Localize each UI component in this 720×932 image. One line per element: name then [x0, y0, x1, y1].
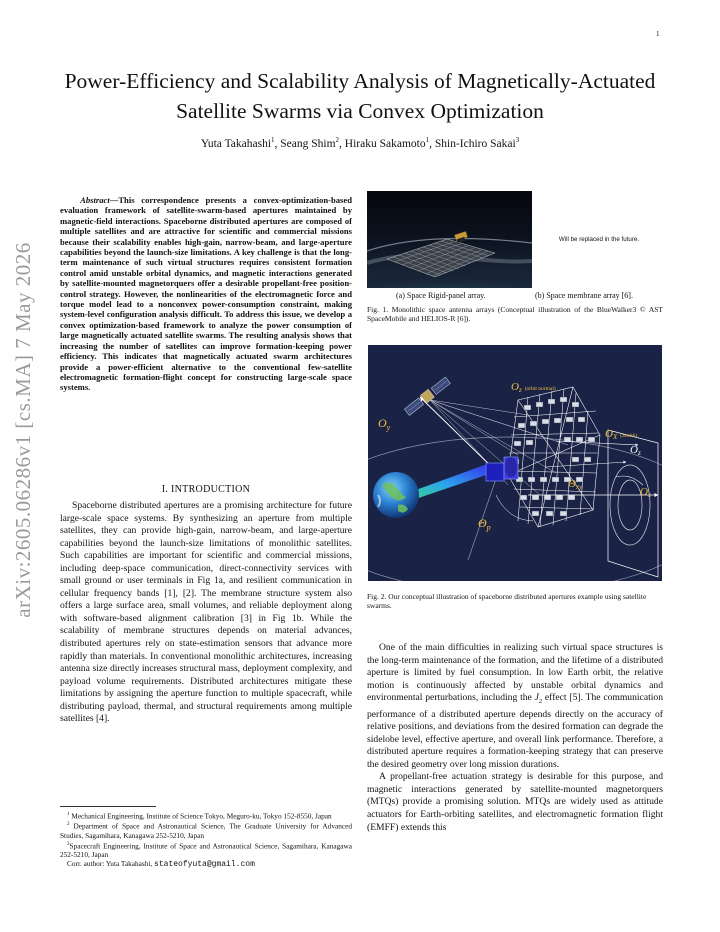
fig2-caption: Fig. 2. Our conceptual illustration of spaceborne distributed apertures example using satellite swarms.: [367, 592, 647, 611]
fig1b-subcaption: (b) Space membrane array [6].: [535, 291, 633, 300]
footnote-2: $^2$ Department of Space and Astronautical Science, The Graduate University for Advanced Studies, Sagamihara, Kanagawa 252-5210, Japan: [60, 821, 352, 840]
author-affiliation: 2: [335, 136, 340, 144]
title-line-1: Power-Efficiency and Scalability Analysis of Magnetically-Actuated: [64, 69, 656, 93]
author-name: Hiraku Sakamoto: [344, 137, 426, 150]
corresponding-author: Corr. author: Yuta Takahashi, stateofyuta@gmail.com: [67, 858, 255, 869]
satellite-swarm-diagram: [368, 345, 662, 581]
abstract: [60, 195, 352, 393]
abstract-text: —This correspondence presents a convex-optimization-based evaluation framework of satellite-swarm-based apertures maintained by magnetic-field interactions. Spaceborne distributed apertures are composed of multiple satellites and are attractive for scientific and commercial missions because their scalability enables high-gain, narrow-beam, and large-aperture capabilities beyond the launch-size limitations. A key challenge is that the long-term maintenance of such virtual structures requires consistent formation control amid unstable orbital dynamics, and magnetic interactions generated by satellite-mounted magnetorquers offer a desirable propellant-free position-control strategy. However, the nonlinearities of the electromagnetic force and torque model lead to a nonconvex power-consumption constraint, making system-level configuration analysis difficult. To address this issue, we develop a convex optimization-based framework to analyze the power consumption of large magnetically actuated satellite swarms. The resulting analysis shows that increasing the number of satellites can improve formation-keeping power efficiency. This indicates that magnetically actuated swarm architectures provide a power-efficient alternative to the conventional few-satellite electromagnetic formation-flight concept for constructing large-scale space systems.: [60, 195, 352, 393]
label-theta-xy: Θxy: [568, 478, 583, 491]
author-affiliation: 1: [271, 136, 275, 144]
intro-left-column: [60, 500, 352, 726]
earth-icon: [373, 472, 419, 518]
rigid-panel-array-illustration: [367, 191, 532, 288]
author-list: Yuta Takahashi$^1$, Seang Shim$^2$, Hiraku Sakamoto$^1$, Shin-Ichiro Sakai$^3$: [200, 136, 520, 150]
footnote-3: $^3$Spacecraft Engineering, Institute of Space and Astronautical Science, Sagamihara, Kanagawa 252-5210, Japan: [60, 840, 352, 859]
footnote-1: $^1$ Mechanical Engineering, Institute of Science Tokyo, Meguro-ku, Tokyo 152-8550, Japan: [67, 811, 332, 821]
abstract-label: Abstract: [80, 195, 110, 205]
title-line-2: Satellite Swarms via Convex Optimization: [176, 99, 544, 123]
author-name: Yuta Takahashi: [200, 137, 272, 150]
footnotes: [60, 806, 352, 870]
label-oz-right: Oz: [630, 444, 641, 457]
author-affiliation: 3: [515, 136, 520, 144]
footnote-rule: [60, 806, 156, 807]
label-theta-p: $\Theta_p$: [478, 516, 491, 532]
label-ox-zenith: OX (zenith): [605, 428, 638, 441]
label-ox-right: Ox: [640, 486, 652, 499]
arxiv-stamp: arXiv:2605.06286v1 [cs.MA] 7 May 2026: [11, 242, 35, 618]
author-name: Shin-Ichiro Sakai: [434, 137, 516, 150]
fig1-caption: Fig. 1. Monolithic space antenna arrays (Conceptual illustration of the BlueWalker3 © AST SpaceMobile and HELIOS-R [6]).: [367, 305, 663, 324]
page-number: 1: [656, 30, 660, 38]
author-affiliation: 1: [425, 136, 430, 144]
email-link[interactable]: stateofyuta@gmail.com: [154, 859, 255, 869]
right-paragraph-1: One of the main difficulties in realizing such virtual space structures is the long-term maintenance of the formation, and the lifetime of a distributed aperture is limited by fuel consumption. In low Earth orbit, the relative motion is continuously affected by unstable orbital dynamics and environmental perturbations, including the $J_2$ effect [5]. The communication performance of a distributed aperture depends directly on the accuracy of relative positions, and deviations from the desired formation can degrade the sidelobe level, effective aperture, and overall link performance. Therefore, a distributed aperture requires a formation-keeping strategy that can preserve the desired geometry over long mission durations.: [367, 642, 663, 770]
section-heading-introduction: I. INTRODUCTION: [161, 484, 251, 495]
intro-right-column: [367, 642, 663, 834]
paper-title: [40, 66, 680, 126]
author-name: Seang Shim: [280, 137, 336, 150]
label-oy: $O_y$: [378, 416, 391, 432]
fig2-illustration: [368, 345, 662, 581]
fig1a-image: [367, 191, 532, 288]
fig1a-subcaption: (a) Space Rigid-panel array.: [396, 291, 486, 300]
fig1b-placeholder: Will be replaced in the future.: [558, 236, 640, 243]
right-paragraph-2: A propellant-free actuation strategy is desirable for this purpose, and magnetic interactions generated by satellite-mounted magnetorquers (MTQs) provide a promising solution. MTQs are widely used as attitude actuators for Earth-orbiting satellites, and electromagnetic formation flight (EMFF) extends this: [367, 771, 663, 833]
label-oz-orbit-normal: Oz (orbit normal): [511, 381, 556, 394]
intro-paragraph: Spaceborne distributed apertures are a promising architecture for future large-scale space systems. By synthesizing an aperture from multiple satellites, they can provide high-gain, narrow-beam, and large-aperture capabilities beyond the launch-size limitations of monolithic satellites. Such capabilities are important for scientific and commercial missions, including deep-space communication, direct-connectivity services with small ground or user terminals in Fig 1a, and resilient communication in cellular frequency bands [1], [2]. The membrane structure system also offers a large surface area, small volumes, and reliable deployment along with software-based alignment calibration [3] in Fig 1b. While the scalability of membrane structures depends on material advances, distributed apertures rely on state-estimation sensors that advance more rapidly than materials. In conventional monolithic architectures, increasing antenna size directly increases structural mass, deployment complexity, and payload volume requirements. Distributed architectures mitigate these limitations by assigning the aperture function to multiple spacecraft, while distributing payload, thermal, and structural requirements among multiple satellites [4].: [60, 500, 352, 725]
